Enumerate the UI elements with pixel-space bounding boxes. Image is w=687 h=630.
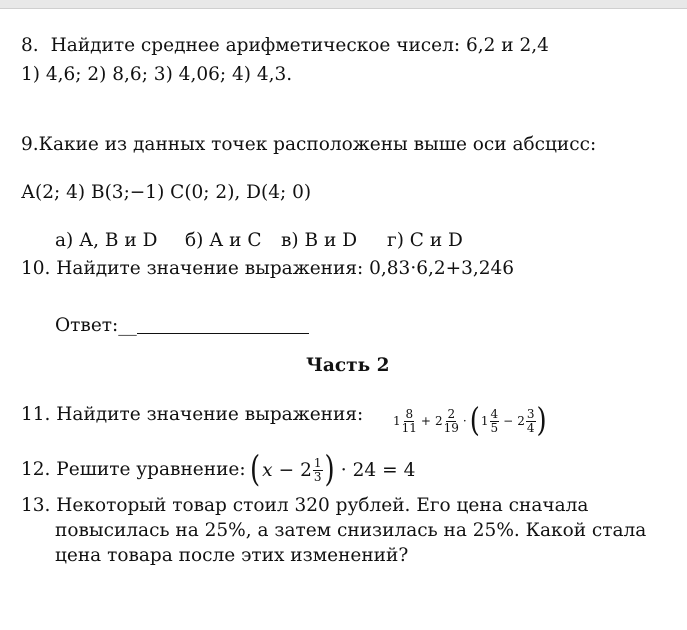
op-minus: − xyxy=(503,414,514,428)
answer-label: Ответ:__ xyxy=(55,315,137,336)
question-9-option-a: а) А, В и D xyxy=(55,230,158,251)
question-11: 11. Найдите значение выражения: xyxy=(21,404,364,425)
question-13-line-3: цена товара после этих изменений? xyxy=(55,545,409,566)
variable-x: x xyxy=(262,459,273,481)
question-9: 9.Какие из данных точек расположены выше оси абсцисс: xyxy=(21,134,597,155)
left-paren: ( xyxy=(250,449,261,491)
term1-fraction: $\frac{8}{11}$ xyxy=(401,406,417,435)
question-9-option-b: б) А и С xyxy=(185,230,262,251)
question-10: 10. Найдите значение выражения: 0,83·6,2+3,246 xyxy=(21,258,515,279)
right-paren: ) xyxy=(324,449,335,491)
top-border xyxy=(0,0,687,9)
times-sign: · xyxy=(340,459,347,481)
minus-sign: − xyxy=(278,459,295,481)
question-9-option-g: г) С и D xyxy=(387,230,463,251)
question-8-text: Найдите среднее арифметическое чисел: 6,2 и 2,4 xyxy=(50,35,549,56)
equation-12 xyxy=(250,449,415,491)
question-9-points: А(2; 4) В(3;−1) С(0; 2), D(4; 0) xyxy=(21,182,312,203)
expression-11 xyxy=(392,401,547,441)
term4-fraction: $\frac{3}{4}$ xyxy=(526,406,535,435)
question-12: 12. Решите уравнение: xyxy=(21,459,246,480)
term4-int: 2 xyxy=(517,414,525,428)
answer-blank[interactable] xyxy=(137,315,309,334)
term2-fraction: $\frac{2}{19}$ xyxy=(443,406,459,435)
question-8-options: 1) 4,6; 2) 8,6; 3) 4,06; 4) 4,3. xyxy=(21,64,293,85)
mixed-int: 2 xyxy=(300,459,312,481)
question-9-option-v: в) В и D xyxy=(281,230,358,251)
op-plus: + xyxy=(420,414,431,428)
question-8 xyxy=(21,35,549,57)
factor: 24 xyxy=(352,459,377,481)
op-times: · xyxy=(462,414,467,428)
question-13-line-1: 13. Некоторый товар стоил 320 рублей. Его цена сначала xyxy=(21,495,589,516)
answer-line xyxy=(55,315,309,337)
right-paren: ) xyxy=(536,402,547,440)
question-13-line-2: повысилась на 25%, а затем снизилась на 25%. Какой стала xyxy=(55,520,647,541)
term1-int: 1 xyxy=(393,414,401,428)
term2-int: 2 xyxy=(434,414,443,428)
left-paren: ( xyxy=(469,402,480,440)
mixed-fraction: $\frac{1}{3}$ xyxy=(313,455,322,484)
question-8-number: 8. xyxy=(21,35,39,56)
term3-int: 1 xyxy=(480,414,489,428)
term3-fraction: $\frac{4}{5}$ xyxy=(490,406,499,435)
part-2-title: Часть 2 xyxy=(306,355,390,376)
rhs: 4 xyxy=(403,459,416,481)
equals-sign: = xyxy=(382,459,398,481)
